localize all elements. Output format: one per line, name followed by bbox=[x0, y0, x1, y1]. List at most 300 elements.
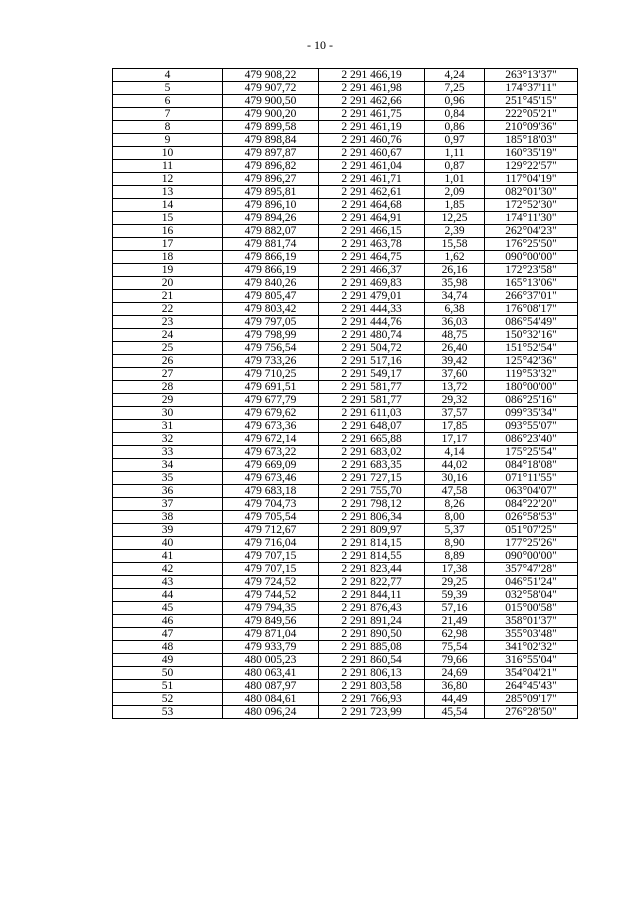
bearing-cell: 316°55'04" bbox=[485, 654, 578, 667]
point-number-cell: 6 bbox=[113, 95, 223, 108]
y-coordinate-cell: 2 291 683,02 bbox=[319, 446, 425, 459]
x-coordinate-cell: 479 840,26 bbox=[223, 277, 319, 290]
y-coordinate-cell: 2 291 461,75 bbox=[319, 108, 425, 121]
bearing-cell: 015°00'58" bbox=[485, 602, 578, 615]
table-row bbox=[113, 225, 578, 238]
y-coordinate-cell: 2 291 814,55 bbox=[319, 550, 425, 563]
x-coordinate-cell: 479 900,20 bbox=[223, 108, 319, 121]
page-number: - 10 - bbox=[307, 38, 333, 52]
point-number-cell: 48 bbox=[113, 641, 223, 654]
table-row bbox=[113, 485, 578, 498]
distance-cell: 75,54 bbox=[425, 641, 485, 654]
x-coordinate-cell: 479 744,52 bbox=[223, 589, 319, 602]
point-number-cell: 46 bbox=[113, 615, 223, 628]
table-row bbox=[113, 264, 578, 277]
bearing-cell: 090°00'00" bbox=[485, 550, 578, 563]
distance-cell: 59,39 bbox=[425, 589, 485, 602]
distance-cell: 5,37 bbox=[425, 524, 485, 537]
y-coordinate-cell: 2 291 444,33 bbox=[319, 303, 425, 316]
x-coordinate-cell: 479 908,22 bbox=[223, 69, 319, 82]
bearing-cell: 341°02'32" bbox=[485, 641, 578, 654]
table-row bbox=[113, 147, 578, 160]
bearing-cell: 090°00'00" bbox=[485, 251, 578, 264]
bearing-cell: 160°35'19" bbox=[485, 147, 578, 160]
y-coordinate-cell: 2 291 466,15 bbox=[319, 225, 425, 238]
distance-cell: 62,98 bbox=[425, 628, 485, 641]
table-row bbox=[113, 316, 578, 329]
point-number-cell: 24 bbox=[113, 329, 223, 342]
point-number-cell: 45 bbox=[113, 602, 223, 615]
point-number-cell: 27 bbox=[113, 368, 223, 381]
distance-cell: 0,96 bbox=[425, 95, 485, 108]
bearing-cell: 357°47'28" bbox=[485, 563, 578, 576]
x-coordinate-cell: 480 087,97 bbox=[223, 680, 319, 693]
point-number-cell: 16 bbox=[113, 225, 223, 238]
y-coordinate-cell: 2 291 460,76 bbox=[319, 134, 425, 147]
bearing-cell: 263°13'37" bbox=[485, 69, 578, 82]
y-coordinate-cell: 2 291 648,07 bbox=[319, 420, 425, 433]
distance-cell: 1,62 bbox=[425, 251, 485, 264]
distance-cell: 2,09 bbox=[425, 186, 485, 199]
bearing-cell: 117°04'19" bbox=[485, 173, 578, 186]
x-coordinate-cell: 479 704,73 bbox=[223, 498, 319, 511]
bearing-cell: 251°45'15" bbox=[485, 95, 578, 108]
x-coordinate-cell: 479 707,15 bbox=[223, 550, 319, 563]
bearing-cell: 165°13'06" bbox=[485, 277, 578, 290]
table-row bbox=[113, 82, 578, 95]
table-row bbox=[113, 355, 578, 368]
bearing-cell: 093°55'07" bbox=[485, 420, 578, 433]
x-coordinate-cell: 479 898,84 bbox=[223, 134, 319, 147]
bearing-cell: 285°09'17" bbox=[485, 693, 578, 706]
x-coordinate-cell: 479 797,05 bbox=[223, 316, 319, 329]
distance-cell: 57,16 bbox=[425, 602, 485, 615]
x-coordinate-cell: 479 705,54 bbox=[223, 511, 319, 524]
y-coordinate-cell: 2 291 665,88 bbox=[319, 433, 425, 446]
bearing-cell: 172°52'30" bbox=[485, 199, 578, 212]
point-number-cell: 12 bbox=[113, 173, 223, 186]
point-number-cell: 52 bbox=[113, 693, 223, 706]
y-coordinate-cell: 2 291 463,78 bbox=[319, 238, 425, 251]
y-coordinate-cell: 2 291 683,35 bbox=[319, 459, 425, 472]
y-coordinate-cell: 2 291 806,13 bbox=[319, 667, 425, 680]
distance-cell: 48,75 bbox=[425, 329, 485, 342]
y-coordinate-cell: 2 291 466,37 bbox=[319, 264, 425, 277]
table-row bbox=[113, 641, 578, 654]
table-row bbox=[113, 459, 578, 472]
distance-cell: 0,84 bbox=[425, 108, 485, 121]
point-number-cell: 4 bbox=[113, 69, 223, 82]
point-number-cell: 53 bbox=[113, 706, 223, 719]
distance-cell: 24,69 bbox=[425, 667, 485, 680]
distance-cell: 0,87 bbox=[425, 160, 485, 173]
point-number-cell: 17 bbox=[113, 238, 223, 251]
table-row bbox=[113, 654, 578, 667]
y-coordinate-cell: 2 291 798,12 bbox=[319, 498, 425, 511]
bearing-cell: 172°23'58" bbox=[485, 264, 578, 277]
y-coordinate-cell: 2 291 806,34 bbox=[319, 511, 425, 524]
table-row bbox=[113, 433, 578, 446]
distance-cell: 44,02 bbox=[425, 459, 485, 472]
bearing-cell: 082°01'30" bbox=[485, 186, 578, 199]
distance-cell: 15,58 bbox=[425, 238, 485, 251]
distance-cell: 2,39 bbox=[425, 225, 485, 238]
x-coordinate-cell: 479 756,54 bbox=[223, 342, 319, 355]
bearing-cell: 174°37'11" bbox=[485, 82, 578, 95]
table-row bbox=[113, 628, 578, 641]
y-coordinate-cell: 2 291 727,15 bbox=[319, 472, 425, 485]
x-coordinate-cell: 479 673,22 bbox=[223, 446, 319, 459]
point-number-cell: 7 bbox=[113, 108, 223, 121]
table-row bbox=[113, 134, 578, 147]
table-row bbox=[113, 199, 578, 212]
bearing-cell: 086°23'40" bbox=[485, 433, 578, 446]
x-coordinate-cell: 479 933,79 bbox=[223, 641, 319, 654]
point-number-cell: 33 bbox=[113, 446, 223, 459]
point-number-cell: 18 bbox=[113, 251, 223, 264]
bearing-cell: 084°22'20" bbox=[485, 498, 578, 511]
bearing-cell: 174°11'30" bbox=[485, 212, 578, 225]
point-number-cell: 44 bbox=[113, 589, 223, 602]
point-number-cell: 21 bbox=[113, 290, 223, 303]
bearing-cell: 125°42'36" bbox=[485, 355, 578, 368]
bearing-cell: 358°01'37" bbox=[485, 615, 578, 628]
y-coordinate-cell: 2 291 823,44 bbox=[319, 563, 425, 576]
x-coordinate-cell: 480 096,24 bbox=[223, 706, 319, 719]
table-row bbox=[113, 589, 578, 602]
distance-cell: 35,98 bbox=[425, 277, 485, 290]
x-coordinate-cell: 479 866,19 bbox=[223, 264, 319, 277]
x-coordinate-cell: 480 063,41 bbox=[223, 667, 319, 680]
distance-cell: 4,14 bbox=[425, 446, 485, 459]
table-row bbox=[113, 95, 578, 108]
y-coordinate-cell: 2 291 891,24 bbox=[319, 615, 425, 628]
y-coordinate-cell: 2 291 517,16 bbox=[319, 355, 425, 368]
table-row bbox=[113, 615, 578, 628]
table-row bbox=[113, 251, 578, 264]
y-coordinate-cell: 2 291 755,70 bbox=[319, 485, 425, 498]
distance-cell: 29,32 bbox=[425, 394, 485, 407]
point-number-cell: 25 bbox=[113, 342, 223, 355]
distance-cell: 1,11 bbox=[425, 147, 485, 160]
x-coordinate-cell: 479 707,15 bbox=[223, 563, 319, 576]
y-coordinate-cell: 2 291 469,83 bbox=[319, 277, 425, 290]
bearing-cell: 051°07'25" bbox=[485, 524, 578, 537]
table-row bbox=[113, 667, 578, 680]
bearing-cell: 084°18'08" bbox=[485, 459, 578, 472]
x-coordinate-cell: 479 866,19 bbox=[223, 251, 319, 264]
table-row bbox=[113, 186, 578, 199]
y-coordinate-cell: 2 291 803,58 bbox=[319, 680, 425, 693]
y-coordinate-cell: 2 291 460,67 bbox=[319, 147, 425, 160]
point-number-cell: 10 bbox=[113, 147, 223, 160]
y-coordinate-cell: 2 291 890,50 bbox=[319, 628, 425, 641]
x-coordinate-cell: 479 672,14 bbox=[223, 433, 319, 446]
distance-cell: 37,60 bbox=[425, 368, 485, 381]
y-coordinate-cell: 2 291 461,19 bbox=[319, 121, 425, 134]
x-coordinate-cell: 479 882,07 bbox=[223, 225, 319, 238]
x-coordinate-cell: 479 895,81 bbox=[223, 186, 319, 199]
point-number-cell: 51 bbox=[113, 680, 223, 693]
y-coordinate-cell: 2 291 504,72 bbox=[319, 342, 425, 355]
distance-cell: 17,17 bbox=[425, 433, 485, 446]
point-number-cell: 40 bbox=[113, 537, 223, 550]
point-number-cell: 43 bbox=[113, 576, 223, 589]
distance-cell: 34,74 bbox=[425, 290, 485, 303]
table-row bbox=[113, 381, 578, 394]
distance-cell: 0,97 bbox=[425, 134, 485, 147]
distance-cell: 8,89 bbox=[425, 550, 485, 563]
bearing-cell: 176°25'50" bbox=[485, 238, 578, 251]
x-coordinate-cell: 479 679,62 bbox=[223, 407, 319, 420]
point-number-cell: 8 bbox=[113, 121, 223, 134]
distance-cell: 13,72 bbox=[425, 381, 485, 394]
x-coordinate-cell: 479 803,42 bbox=[223, 303, 319, 316]
point-number-cell: 29 bbox=[113, 394, 223, 407]
bearing-cell: 071°11'55" bbox=[485, 472, 578, 485]
y-coordinate-cell: 2 291 462,66 bbox=[319, 95, 425, 108]
x-coordinate-cell: 479 871,04 bbox=[223, 628, 319, 641]
point-number-cell: 30 bbox=[113, 407, 223, 420]
y-coordinate-cell: 2 291 549,17 bbox=[319, 368, 425, 381]
distance-cell: 29,25 bbox=[425, 576, 485, 589]
bearing-cell: 210°09'36" bbox=[485, 121, 578, 134]
bearing-cell: 046°51'24" bbox=[485, 576, 578, 589]
coordinates-table bbox=[112, 68, 578, 719]
y-coordinate-cell: 2 291 611,03 bbox=[319, 407, 425, 420]
point-number-cell: 41 bbox=[113, 550, 223, 563]
distance-cell: 4,24 bbox=[425, 69, 485, 82]
table-row bbox=[113, 121, 578, 134]
table-row bbox=[113, 472, 578, 485]
bearing-cell: 151°52'54" bbox=[485, 342, 578, 355]
point-number-cell: 23 bbox=[113, 316, 223, 329]
y-coordinate-cell: 2 291 461,71 bbox=[319, 173, 425, 186]
coordinates-table-body bbox=[113, 69, 578, 719]
point-number-cell: 32 bbox=[113, 433, 223, 446]
x-coordinate-cell: 479 683,18 bbox=[223, 485, 319, 498]
x-coordinate-cell: 479 669,09 bbox=[223, 459, 319, 472]
table-row bbox=[113, 303, 578, 316]
bearing-cell: 180°00'00" bbox=[485, 381, 578, 394]
bearing-cell: 129°22'57" bbox=[485, 160, 578, 173]
point-number-cell: 20 bbox=[113, 277, 223, 290]
x-coordinate-cell: 479 894,26 bbox=[223, 212, 319, 225]
bearing-cell: 276°28'50" bbox=[485, 706, 578, 719]
y-coordinate-cell: 2 291 822,77 bbox=[319, 576, 425, 589]
distance-cell: 17,38 bbox=[425, 563, 485, 576]
x-coordinate-cell: 480 005,23 bbox=[223, 654, 319, 667]
x-coordinate-cell: 479 907,72 bbox=[223, 82, 319, 95]
table-row bbox=[113, 693, 578, 706]
point-number-cell: 5 bbox=[113, 82, 223, 95]
table-row bbox=[113, 108, 578, 121]
bearing-cell: 063°04'07" bbox=[485, 485, 578, 498]
table-row bbox=[113, 407, 578, 420]
x-coordinate-cell: 479 798,99 bbox=[223, 329, 319, 342]
x-coordinate-cell: 479 691,51 bbox=[223, 381, 319, 394]
distance-cell: 37,57 bbox=[425, 407, 485, 420]
bearing-cell: 176°08'17" bbox=[485, 303, 578, 316]
table-row bbox=[113, 394, 578, 407]
bearing-cell: 032°58'04" bbox=[485, 589, 578, 602]
distance-cell: 8,90 bbox=[425, 537, 485, 550]
x-coordinate-cell: 479 710,25 bbox=[223, 368, 319, 381]
point-number-cell: 26 bbox=[113, 355, 223, 368]
table-row bbox=[113, 446, 578, 459]
x-coordinate-cell: 479 896,10 bbox=[223, 199, 319, 212]
y-coordinate-cell: 2 291 723,99 bbox=[319, 706, 425, 719]
table-row bbox=[113, 329, 578, 342]
bearing-cell: 354°04'21" bbox=[485, 667, 578, 680]
y-coordinate-cell: 2 291 464,75 bbox=[319, 251, 425, 264]
x-coordinate-cell: 479 677,79 bbox=[223, 394, 319, 407]
bearing-cell: 264°45'43" bbox=[485, 680, 578, 693]
bearing-cell: 119°53'32" bbox=[485, 368, 578, 381]
x-coordinate-cell: 479 712,67 bbox=[223, 524, 319, 537]
bearing-cell: 150°32'16" bbox=[485, 329, 578, 342]
y-coordinate-cell: 2 291 876,43 bbox=[319, 602, 425, 615]
y-coordinate-cell: 2 291 479,01 bbox=[319, 290, 425, 303]
point-number-cell: 28 bbox=[113, 381, 223, 394]
x-coordinate-cell: 479 733,26 bbox=[223, 355, 319, 368]
distance-cell: 8,26 bbox=[425, 498, 485, 511]
y-coordinate-cell: 2 291 464,91 bbox=[319, 212, 425, 225]
table-row bbox=[113, 537, 578, 550]
y-coordinate-cell: 2 291 885,08 bbox=[319, 641, 425, 654]
point-number-cell: 13 bbox=[113, 186, 223, 199]
table-row bbox=[113, 602, 578, 615]
bearing-cell: 175°25'54" bbox=[485, 446, 578, 459]
point-number-cell: 37 bbox=[113, 498, 223, 511]
table-row bbox=[113, 368, 578, 381]
bearing-cell: 086°25'16" bbox=[485, 394, 578, 407]
table-row bbox=[113, 498, 578, 511]
y-coordinate-cell: 2 291 581,77 bbox=[319, 394, 425, 407]
y-coordinate-cell: 2 291 480,74 bbox=[319, 329, 425, 342]
bearing-cell: 222°05'21" bbox=[485, 108, 578, 121]
distance-cell: 1,01 bbox=[425, 173, 485, 186]
y-coordinate-cell: 2 291 462,61 bbox=[319, 186, 425, 199]
table-row bbox=[113, 420, 578, 433]
x-coordinate-cell: 479 899,58 bbox=[223, 121, 319, 134]
table-row bbox=[113, 277, 578, 290]
x-coordinate-cell: 479 716,04 bbox=[223, 537, 319, 550]
x-coordinate-cell: 479 849,56 bbox=[223, 615, 319, 628]
table-row bbox=[113, 173, 578, 186]
table-row bbox=[113, 238, 578, 251]
point-number-cell: 22 bbox=[113, 303, 223, 316]
distance-cell: 17,85 bbox=[425, 420, 485, 433]
distance-cell: 1,85 bbox=[425, 199, 485, 212]
y-coordinate-cell: 2 291 844,11 bbox=[319, 589, 425, 602]
point-number-cell: 9 bbox=[113, 134, 223, 147]
distance-cell: 39,42 bbox=[425, 355, 485, 368]
bearing-cell: 266°37'01" bbox=[485, 290, 578, 303]
distance-cell: 0,86 bbox=[425, 121, 485, 134]
table-row bbox=[113, 160, 578, 173]
x-coordinate-cell: 479 896,27 bbox=[223, 173, 319, 186]
table-row bbox=[113, 69, 578, 82]
table-row bbox=[113, 576, 578, 589]
distance-cell: 26,16 bbox=[425, 264, 485, 277]
x-coordinate-cell: 479 805,47 bbox=[223, 290, 319, 303]
y-coordinate-cell: 2 291 464,68 bbox=[319, 199, 425, 212]
y-coordinate-cell: 2 291 809,97 bbox=[319, 524, 425, 537]
point-number-cell: 49 bbox=[113, 654, 223, 667]
y-coordinate-cell: 2 291 461,98 bbox=[319, 82, 425, 95]
point-number-cell: 39 bbox=[113, 524, 223, 537]
table-row bbox=[113, 706, 578, 719]
distance-cell: 30,16 bbox=[425, 472, 485, 485]
point-number-cell: 19 bbox=[113, 264, 223, 277]
distance-cell: 36,80 bbox=[425, 680, 485, 693]
x-coordinate-cell: 479 794,35 bbox=[223, 602, 319, 615]
point-number-cell: 47 bbox=[113, 628, 223, 641]
y-coordinate-cell: 2 291 461,04 bbox=[319, 160, 425, 173]
distance-cell: 44,49 bbox=[425, 693, 485, 706]
distance-cell: 6,38 bbox=[425, 303, 485, 316]
bearing-cell: 026°58'53" bbox=[485, 511, 578, 524]
y-coordinate-cell: 2 291 466,19 bbox=[319, 69, 425, 82]
bearing-cell: 262°04'23" bbox=[485, 225, 578, 238]
table-row bbox=[113, 212, 578, 225]
table-row bbox=[113, 680, 578, 693]
distance-cell: 45,54 bbox=[425, 706, 485, 719]
distance-cell: 8,00 bbox=[425, 511, 485, 524]
bearing-cell: 355°03'48" bbox=[485, 628, 578, 641]
x-coordinate-cell: 479 673,36 bbox=[223, 420, 319, 433]
point-number-cell: 31 bbox=[113, 420, 223, 433]
point-number-cell: 50 bbox=[113, 667, 223, 680]
distance-cell: 26,40 bbox=[425, 342, 485, 355]
bearing-cell: 177°25'26" bbox=[485, 537, 578, 550]
point-number-cell: 34 bbox=[113, 459, 223, 472]
point-number-cell: 14 bbox=[113, 199, 223, 212]
bearing-cell: 185°18'03" bbox=[485, 134, 578, 147]
point-number-cell: 15 bbox=[113, 212, 223, 225]
x-coordinate-cell: 479 897,87 bbox=[223, 147, 319, 160]
table-row bbox=[113, 511, 578, 524]
x-coordinate-cell: 479 881,74 bbox=[223, 238, 319, 251]
y-coordinate-cell: 2 291 860,54 bbox=[319, 654, 425, 667]
distance-cell: 47,58 bbox=[425, 485, 485, 498]
distance-cell: 36,03 bbox=[425, 316, 485, 329]
y-coordinate-cell: 2 291 766,93 bbox=[319, 693, 425, 706]
point-number-cell: 36 bbox=[113, 485, 223, 498]
point-number-cell: 38 bbox=[113, 511, 223, 524]
bearing-cell: 099°35'34" bbox=[485, 407, 578, 420]
distance-cell: 12,25 bbox=[425, 212, 485, 225]
y-coordinate-cell: 2 291 581,77 bbox=[319, 381, 425, 394]
x-coordinate-cell: 479 673,46 bbox=[223, 472, 319, 485]
distance-cell: 7,25 bbox=[425, 82, 485, 95]
x-coordinate-cell: 479 896,82 bbox=[223, 160, 319, 173]
distance-cell: 21,49 bbox=[425, 615, 485, 628]
x-coordinate-cell: 479 900,50 bbox=[223, 95, 319, 108]
point-number-cell: 11 bbox=[113, 160, 223, 173]
x-coordinate-cell: 479 724,52 bbox=[223, 576, 319, 589]
bearing-cell: 086°54'49" bbox=[485, 316, 578, 329]
table-row bbox=[113, 550, 578, 563]
table-row bbox=[113, 342, 578, 355]
y-coordinate-cell: 2 291 444,76 bbox=[319, 316, 425, 329]
table-row bbox=[113, 524, 578, 537]
x-coordinate-cell: 480 084,61 bbox=[223, 693, 319, 706]
table-row bbox=[113, 290, 578, 303]
distance-cell: 79,66 bbox=[425, 654, 485, 667]
point-number-cell: 35 bbox=[113, 472, 223, 485]
